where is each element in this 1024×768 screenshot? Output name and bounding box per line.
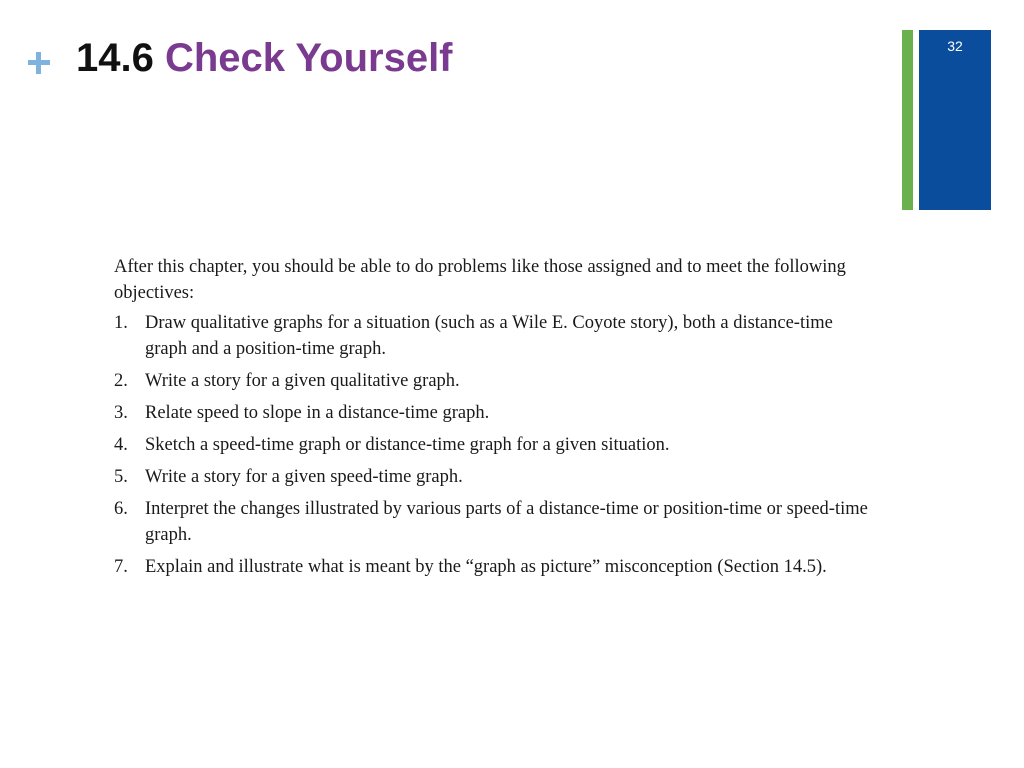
- objective-item: [114, 310, 874, 362]
- objective-number: 1.: [114, 313, 128, 333]
- objective-text: Sketch a speed-time graph or distance-time graph for a given situation.: [145, 435, 670, 455]
- intro-text: After this chapter, you should be able to do problems like those assigned and to meet the following objectives:: [114, 257, 846, 303]
- objective-text: Relate speed to slope in a distance-time graph.: [145, 403, 490, 423]
- objective-item: [114, 400, 874, 426]
- title-text: Check Yourself: [164, 36, 453, 80]
- objective-item: [114, 464, 874, 490]
- objectives-content: [114, 254, 874, 586]
- objective-number: 7.: [114, 557, 128, 577]
- objective-text: Write a story for a given speed-time graph.: [145, 467, 463, 487]
- objective-item: [114, 496, 874, 548]
- objective-item: [114, 368, 874, 394]
- objective-number: 3.: [114, 403, 128, 423]
- objective-text: Draw qualitative graphs for a situation (such as a Wile E. Coyote story), both a distance-time graph and a position-time graph.: [145, 313, 833, 359]
- blue-accent-box: [919, 30, 991, 210]
- objective-text: Explain and illustrate what is meant by the “graph as picture” misconception (Section 14.5).: [145, 557, 827, 577]
- objectives-list: [114, 310, 874, 580]
- slide-number: 32: [947, 38, 963, 54]
- objective-number: 2.: [114, 371, 128, 391]
- objective-item: [114, 432, 874, 458]
- plus-icon: [28, 52, 50, 74]
- objective-number: 4.: [114, 435, 128, 455]
- objective-number: 6.: [114, 499, 128, 519]
- green-accent-bar: [902, 30, 913, 210]
- slide-title: [76, 32, 453, 84]
- title-number: 14.6: [76, 36, 154, 80]
- objective-text: Interpret the changes illustrated by various parts of a distance-time or position-time or speed-time graph.: [145, 499, 868, 545]
- objective-item: [114, 554, 874, 580]
- objective-text: Write a story for a given qualitative graph.: [145, 371, 460, 391]
- objective-number: 5.: [114, 467, 128, 487]
